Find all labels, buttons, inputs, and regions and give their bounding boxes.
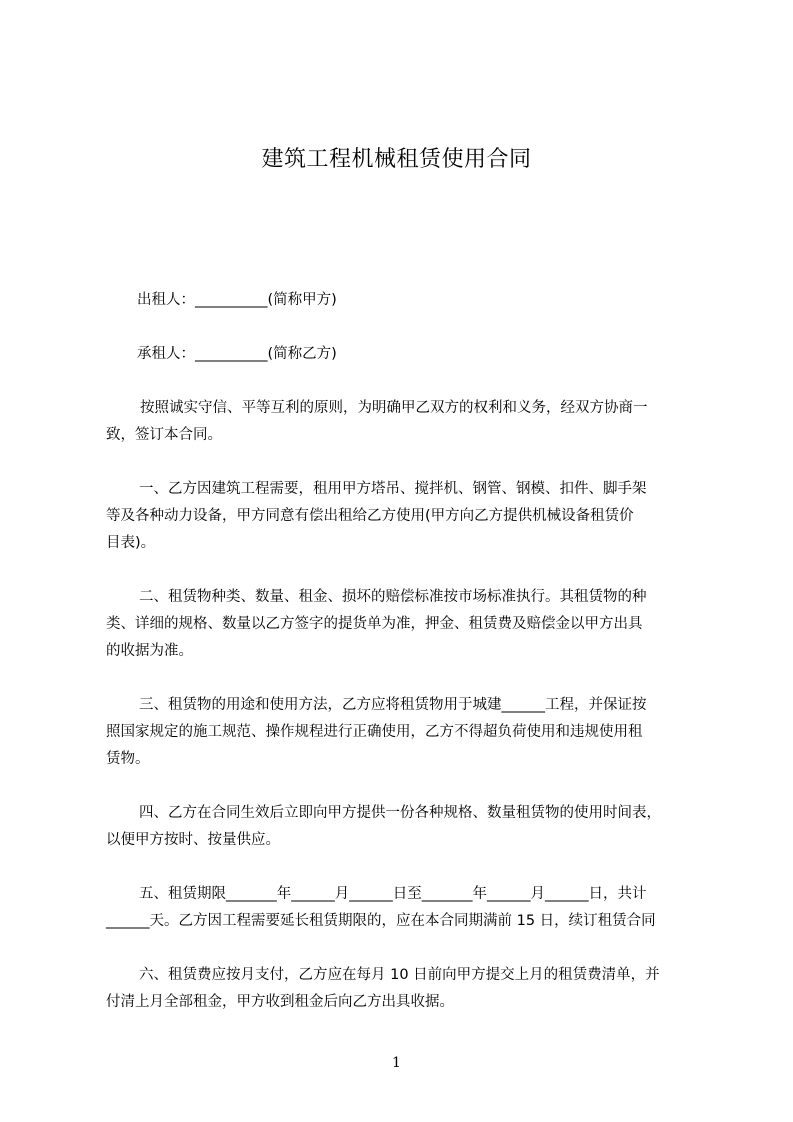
- clause-1-line-2: 等及各种动力设备，甲方同意有偿出租给乙方使用(甲方向乙方提供机械设备租赁价: [106, 508, 634, 524]
- clause-2-line-1: 二、租赁物种类、数量、租金、损坏的赔偿标准按市场标准执行。其租赁物的种: [139, 589, 647, 605]
- clause-1-line-3: 目表)。: [106, 535, 156, 551]
- clause-3-line-3: 赁物。: [106, 751, 150, 767]
- lessor-line: 出租人：__________(简称甲方): [137, 292, 337, 308]
- page-number: 1: [392, 1055, 401, 1071]
- clause-4-line-1: 四、乙方在合同生效后立即向甲方提供一份各种规格、数量租赁物的使用时间表，: [139, 805, 661, 821]
- document-title: 建筑工程机械租赁使用合同: [261, 147, 532, 172]
- clause-1-line-1: 一、乙方因建筑工程需要，租用甲方塔吊、搅拌机、钢管、钢模、扣件、脚手架: [139, 481, 647, 497]
- clause-4-line-2: 以便甲方按时、按量供应。: [106, 832, 280, 848]
- clause-5-line-1: 五、租赁期限_______年______月______日至_______年______月______日，共计: [139, 886, 647, 902]
- clause-2-line-2: 类、详细的规格、数量以乙方签字的提货单为准，押金、租赁费及赔偿金以甲方出具: [106, 616, 643, 632]
- clause-3-line-1: 三、租赁物的用途和使用方法，乙方应将租赁物用于城建______工程，并保证按: [139, 697, 647, 713]
- clause-2-line-3: 的收据为准。: [106, 643, 193, 659]
- intro-line-2: 致，签订本合同。: [106, 427, 222, 443]
- clause-3-line-2: 照国家规定的施工规范、操作规程进行正确使用，乙方不得超负荷使用和违规使用租: [106, 724, 643, 740]
- clause-6-line-1: 六、租赁费应按月支付，乙方应在每月 10 日前向甲方提交上月的租赁费清单，并: [139, 967, 660, 983]
- intro-line-1: 按照诚实守信、平等互利的原则，为明确甲乙双方的权利和义务，经双方协商一: [140, 400, 648, 416]
- clause-6-line-2: 付清上月全部租金，甲方收到租金后向乙方出具收据。: [106, 994, 454, 1010]
- lessee-line: 承租人：__________(简称乙方): [137, 346, 337, 362]
- clause-5-line-2: ______天。乙方因工程需要延长租赁期限的，应在本合同期满前 15 日，续订租赁合同: [106, 913, 656, 929]
